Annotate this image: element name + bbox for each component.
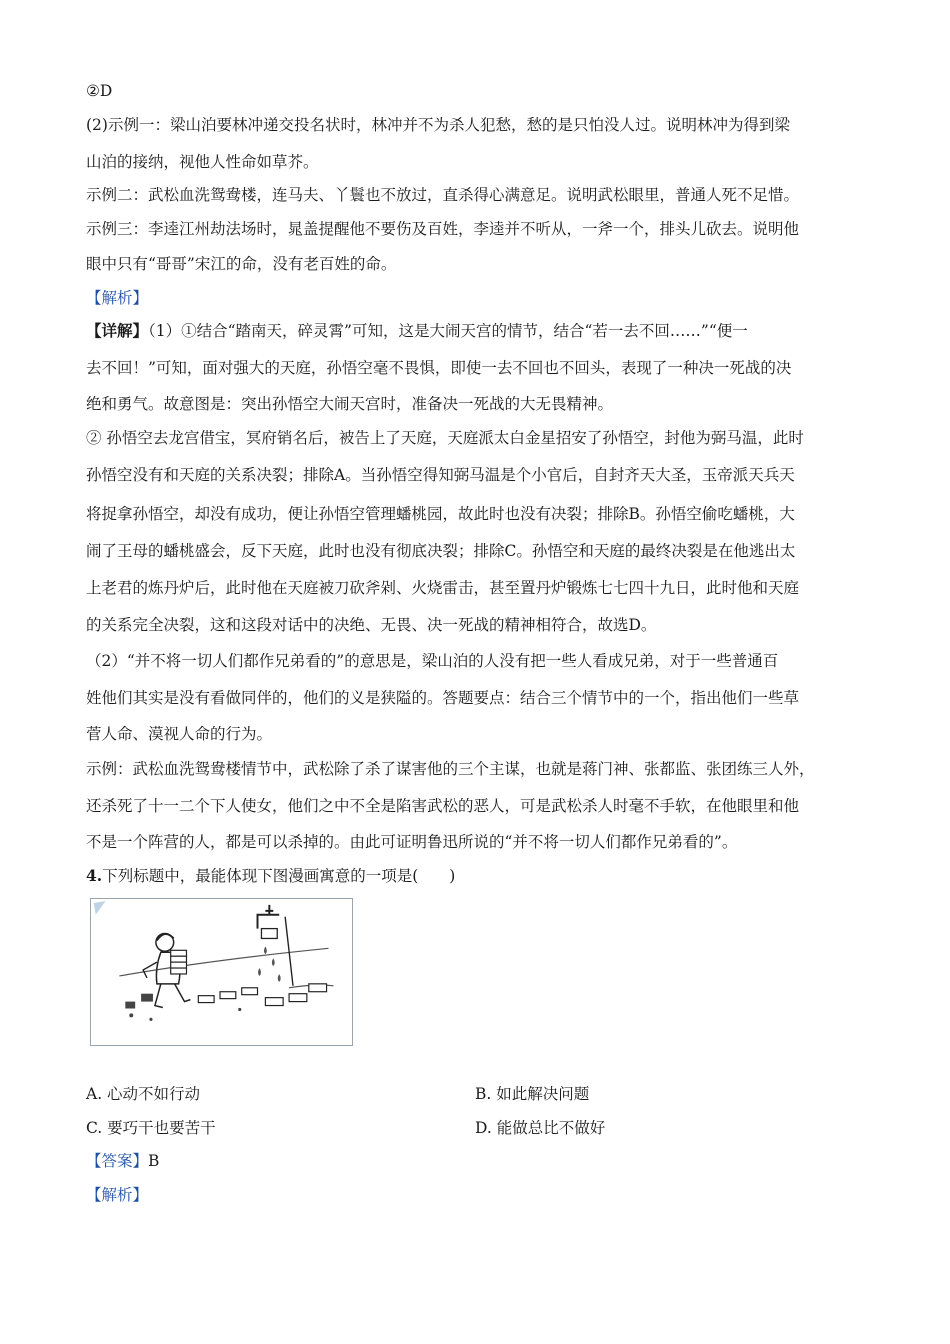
detail-line-14: 还杀死了十一二个下人使女，他们之中不全是陷害武松的恶人，可是武松杀人时毫不手软，在他眼里和他 — [86, 797, 800, 815]
example-1-line-2: 山泊的接纳，视他人性命如草芥。 — [86, 153, 319, 171]
question-4 — [86, 865, 876, 887]
detail-line-7: 闹了王母的蟠桃盛会，反下天庭，此时也没有彻底决裂；排除C。孙悟空和天庭的最终决裂是在他逃出太 — [86, 542, 796, 560]
example-1-line-1: (2)示例一：梁山泊要林冲递交投名状时，林冲并不为杀人犯愁，愁的是只怕没人过。说明林冲为得到梁 — [86, 116, 790, 134]
detail-line-12: 菅人命、漠视人命的行为。 — [86, 725, 273, 743]
example-3-line-2: 眼中只有“哥哥”宋江的命，没有老百姓的命。 — [86, 255, 397, 273]
detail-line-5: 孙悟空没有和天庭的关系决裂；排除A。当孙悟空得知弼马温是个小官后，自封齐天大圣，玉帝派天兵天 — [86, 466, 795, 484]
detail-line-3: 绝和勇气。故意图是：突出孙悟空大闹天宫时，准备决一死战的大无畏精神。 — [86, 395, 614, 413]
detail-line-13: 示例：武松血洗鸳鸯楼情节中，武松除了杀了谋害他的三个主谋，也就是蒋门神、张都监、张团练三人外， — [86, 760, 815, 778]
detail-text: （1）①结合“踏南天，碎灵霄”可知，这是大闹天宫的情节，结合“若一去不回……”“便一 — [148, 322, 748, 340]
option-c: C. 要巧干也要苦干 — [86, 1119, 216, 1137]
question-number: 4. — [86, 866, 103, 885]
option-a: A. 心动不如行动 — [86, 1085, 201, 1103]
detail-label: 【详解】 — [86, 321, 149, 340]
option-b: B. 如此解决问题 — [475, 1085, 590, 1103]
analysis-label-2: 【解析】 — [86, 1186, 149, 1204]
analysis-label: 【解析】 — [86, 289, 149, 307]
cartoon-drawing — [91, 899, 352, 1045]
answer-value: B — [148, 1152, 160, 1170]
answer-row — [86, 1150, 876, 1172]
option-d: D. 能做总比不做好 — [475, 1119, 606, 1137]
example-2-line: 示例二：武松血洗鸳鸯楼，连马夫、丫鬟也不放过，直杀得心满意足。说明武松眼里，普通人死不足惜。 — [86, 186, 800, 204]
answer-label: 【答案】 — [86, 1152, 149, 1170]
detail-line-2: 去不回！”可知，面对强大的天庭，孙悟空毫不畏惧，即使一去不回也不回头，表现了一种决一死战的决 — [86, 359, 792, 377]
detail-line-6: 将捉拿孙悟空，却没有成功，便让孙悟空管理蟠桃园，故此时也没有决裂；排除B。孙悟空偷吃蟠桃，大 — [86, 505, 795, 523]
detail-line-8: 上老君的炼丹炉后，此时他在天庭被刀砍斧剁、火烧雷击，甚至置丹炉锻炼七七四十九日，此时他和天庭 — [86, 579, 800, 597]
detail-line-4: ② 孙悟空去龙宫借宝，冥府销名后，被告上了天庭，天庭派太白金星招安了孙悟空，封他为弼马温，此时 — [86, 429, 804, 447]
answer-line-1: ②D — [86, 82, 113, 100]
detail-line-9: 的关系完全决裂，这和这段对话中的决绝、无畏、决一死战的精神相符合，故选D。 — [86, 616, 657, 634]
detail-line-15: 不是一个阵营的人，都是可以杀掉的。由此可证明鲁迅所说的“并不将一切人们都作兄弟看的”。 — [86, 833, 738, 851]
cartoon-image — [90, 898, 353, 1046]
example-3-line-1: 示例三：李逵江州劫法场时，晁盖提醒他不要伤及百姓，李逵并不听从，一斧一个，排头儿砍去。说明他 — [86, 220, 800, 238]
question-text: 下列标题中，最能体现下图漫画寓意的一项是( ) — [102, 867, 456, 885]
detail-line-10: （2）“并不将一切人们都作兄弟看的”的意思是，梁山泊的人没有把一些人看成兄弟，对于一些普通百 — [86, 652, 779, 670]
detail-line-1 — [86, 320, 876, 342]
detail-line-11: 姓他们其实是没有看做同伴的，他们的义是狭隘的。答题要点：结合三个情节中的一个，指出他们一些草 — [86, 689, 800, 707]
